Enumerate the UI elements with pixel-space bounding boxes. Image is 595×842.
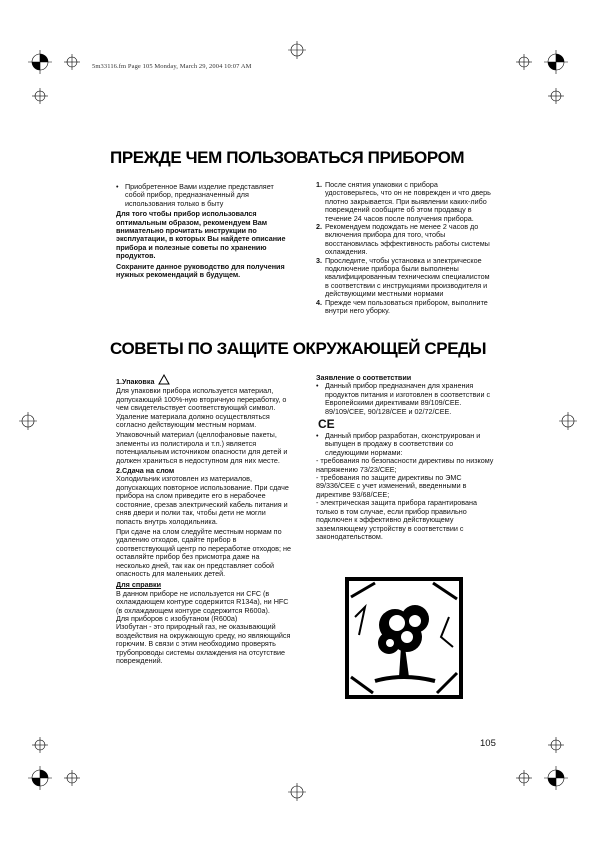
crop-mark-icon [548,737,564,753]
step-text: Прежде чем пользоваться прибором, выполните внутри него уборку. [325,297,488,316]
crop-mark-icon [288,783,306,801]
environment-left-column [116,374,294,667]
requirement-low-voltage: - требования по безопасности директивы по низкому напряжению 73/23/CEE; [316,456,494,474]
reference-text-1: В данном приборе не используется ни CFC (в охлаждающем контуре содержится R134a), ни HFC (в охлаждающем контуре содержится R600a). [116,588,289,615]
crop-mark-icon [288,41,306,59]
environment-right-column [316,374,494,543]
step-number: 3. [316,255,322,265]
page-number: 105 [480,738,496,749]
crop-mark-icon [516,770,532,786]
step-number: 4. [316,297,322,307]
scrap-heading: 2.Сдача на слом [116,466,175,476]
crop-mark-icon [548,88,564,104]
conformity-bullet-2: • Данный прибор разработан, сконструирован и выпущен в продажу в соответствии со следующими нормами: [316,432,494,457]
recommendation-text: Для того чтобы прибор использовался оптимальным образом, рекомендуем Вам внимательно прочитать инструкции по эксплуатации, в которых Вы найдете описание прибора и полезные советы по хранению продуктов. [116,209,286,261]
ce-mark-icon: CE [318,417,335,432]
packaging-text-1: Для упаковки прибора используется материал, допускающий 100%-ную вторичную переработку, о чем свидетельствует соответствующий символ. Удаление материала должно осуществляться согласно действующим местным нормам. [116,386,287,430]
crop-mark-icon [32,737,48,753]
scrap-text-1: Холодильник изготовлен из материалов, допускающих повторное использование. При сдаче прибора на слом приведите его в нерабочее состояние, срезав электрический кабель питания и сняв двери и полки так, чтобы дети не могли попасть внутрь холодильника. [116,474,289,526]
step-3 [316,257,492,299]
recycling-triangle-icon [158,374,170,385]
step-4 [316,299,492,316]
packaging-heading-text: 1.Упаковка [116,377,155,386]
file-info-header: 5m33116.fm Page 105 Monday, March 29, 2004 10:07 AM [92,63,252,70]
crop-mark-icon [19,412,37,430]
section-title-before-use: ПРЕЖДЕ ЧЕМ ПОЛЬЗОВАТЬСЯ ПРИБОРОМ [110,148,465,167]
keep-manual-text: Сохраните данное руководство для получения нужных рекомендаций в будущем. [116,261,285,280]
conformity-heading: Заявление о соответствии [316,373,412,382]
reference-heading: Для справки [116,580,162,590]
packaging-text-2: Упаковочный материал (целлофановые пакеты, элементы из полистирола и т.п.) является потенциальным источником опасности для детей и должен храниться в недоступном для них месте. [116,430,288,465]
scrap-text-2: При сдаче на слом следуйте местным нормам по удалению отходов, сдайте прибор в соответствующий центр по переработке отходов; не оставляйте прибор без присмотра даже на несколько дней, так как он представляет собой опасность для маленьких детей. [116,526,291,578]
before-use-right-column [316,181,492,316]
crop-mark-icon [559,412,577,430]
step-text: Рекомендуем подождать не менее 2 часов до включения прибора для того, чтобы восстановилась эффективность работы системы охлаждения. [325,222,490,257]
step-text: Проследите, чтобы установка и электрическое подключение прибора были выполнены квалифицированным техническим специалистом в соответствии с инструкциями производителя и действующими местными нормами [325,255,490,299]
eco-tree-illustration [345,577,463,699]
step-1 [316,181,492,223]
step-number: 2. [316,222,322,232]
before-use-left-column [116,183,290,281]
requirement-grounding: - электрическая защита прибора гарантирована только в том случае, если прибор правильно подключен к эффективно действующему заземляющему устройству в соответствии с законодательством. [316,498,478,541]
isobutane-text: Изобутан - это природный газ, не оказывающий воздействия на окружающую среду, но являющийся горючим. В связи с этим необходимо проверять трубопроводы системы охлаждения на отсутствие повреждений. [116,622,291,665]
requirement-emc: - требования по защите директивы по ЭМС 89/336/CEE с учет изменений, введенными в директиве 93/68/CEE; [316,473,467,499]
step-2 [316,223,492,257]
section-title-environment: СОВЕТЫ ПО ЗАЩИТЕ ОКРУЖАЮЩЕЙ СРЕДЫ [110,339,487,358]
conformity-bullet-1: • Данный прибор предназначен для хранения продуктов питания и изготовлен в соответствии с Европейскими директивами 89/109/CEE. 89/109/CEE, 90/128/CEE и 02/72/CEE. [316,382,494,416]
crop-mark-icon [516,54,532,70]
packaging-heading [116,374,294,386]
isobutane-note: Для приборов с изобутаном (R600a) [116,613,238,623]
step-text: После снятия упаковки с прибора удостоверьтесь, что он не поврежден и что дверь плотно закрывается. При выявлении каких-либо повреждений сообщите об этом продавцу в течение 24 часов после получения прибора. [325,180,491,223]
step-number: 1. [316,180,322,189]
crop-mark-icon [64,770,80,786]
crop-mark-icon [32,88,48,104]
intro-bullet: • Приобретенное Вами изделие представляет собой прибор, предназначенный для использования только в быту [116,183,290,208]
crop-mark-icon [64,54,80,70]
